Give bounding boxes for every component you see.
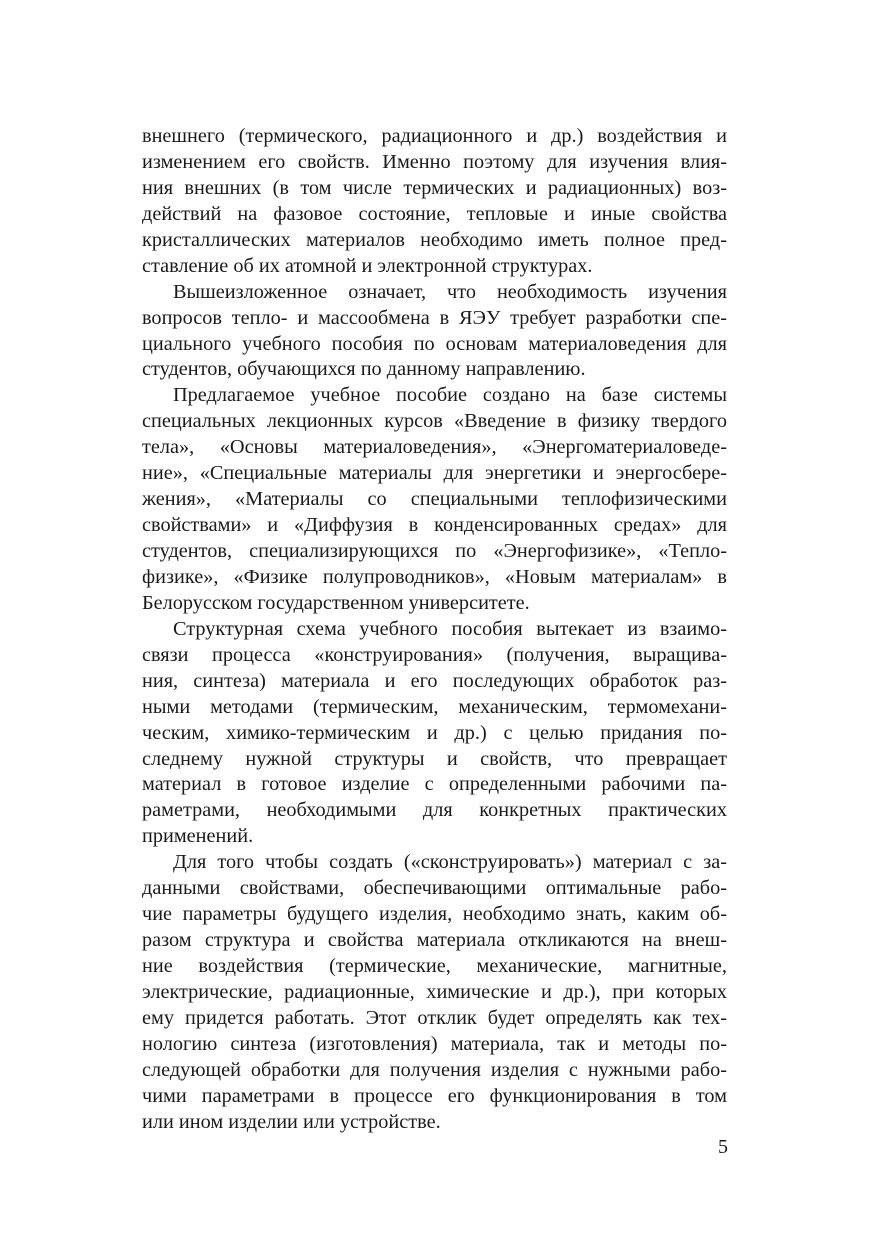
text-line: циального учебного пособия по основам материаловедения для — [142, 332, 727, 355]
text-line: ния внешних (в том числе термических и радиационных) воз- — [142, 176, 727, 199]
text-line: специальных лекционных курсов «Введение в физику твердого — [142, 410, 727, 433]
paragraph-2 — [142, 280, 727, 384]
text-line: чими параметрами в процессе его функционирования в том — [142, 1084, 727, 1107]
text-line: ставление об их атомной и электронной структурах. — [142, 254, 593, 277]
text-line: Вышеизложенное означает, что необходимость изучения — [173, 280, 727, 303]
paragraph-4 — [142, 617, 727, 850]
text-line: следующей обработки для получения изделия с нужными рабо- — [142, 1058, 727, 1081]
text-line: ние воздействия (термические, механические, магнитные, — [142, 955, 727, 977]
paragraph-1 — [142, 124, 727, 280]
text-line: нологию синтеза (изготовления) материала, так и методы по- — [142, 1032, 727, 1055]
text-line: электрические, радиационные, химические и др.), при которых — [142, 980, 727, 1003]
paragraph-5 — [142, 850, 727, 1135]
text-line: свойствами» и «Диффузия в конденсированных средах» для — [142, 514, 727, 537]
text-line: чие параметры будущего изделия, необходимо знать, каким об- — [142, 903, 727, 926]
text-line: связи процесса «конструирования» (получения, выращива- — [142, 643, 727, 666]
text-line: студентов, обучающихся по данному направлению. — [142, 358, 586, 381]
paragraph-3 — [142, 383, 727, 616]
text-line: Белорусском государственном университете. — [142, 591, 530, 614]
text-line: жения», «Материалы со специальными теплофизическими — [142, 488, 727, 511]
text-line: ния, синтеза) материала и его последующих обработок раз- — [142, 669, 727, 692]
text-line: данными свойствами, обеспечивающими оптимальные рабо- — [142, 877, 727, 900]
text-line: тела», «Основы материаловедения», «Энергоматериаловеде- — [142, 436, 727, 459]
text-line: ческим, химико-термическим и др.) с целью придания по- — [142, 721, 727, 744]
text-line: или ином изделии или устройстве. — [142, 1110, 441, 1133]
text-line: разом структура и свойства материала откликаются на внеш- — [142, 929, 727, 952]
body-text — [142, 124, 727, 1136]
text-line: кристаллических материалов необходимо иметь полное пред- — [142, 228, 727, 251]
text-line: физике», «Физике полупроводников», «Новым материалам» в — [142, 565, 727, 588]
text-line: Для того чтобы создать («сконструировать») материал с за- — [173, 851, 727, 874]
text-line: применений. — [142, 825, 254, 848]
text-line: ему придется работать. Этот отклик будет определять как тех- — [142, 1006, 727, 1029]
text-line: ными методами (термическим, механическим, термомехани- — [142, 695, 727, 718]
text-line: раметрами, необходимыми для конкретных практических — [142, 799, 727, 822]
text-line: Предлагаемое учебное пособие создано на базе системы — [173, 384, 727, 407]
text-line: ние», «Специальные материалы для энергетики и энергосбере- — [142, 462, 727, 485]
text-line: материал в готовое изделие с определенными рабочими па- — [142, 773, 727, 796]
page-number: 5 — [718, 1136, 728, 1158]
text-line: вопросов тепло- и массообмена в ЯЭУ требует разработки спе- — [142, 306, 727, 329]
text-line: следнему нужной структуры и свойств, что превращает — [142, 747, 727, 770]
text-line: действий на фазовое состояние, тепловые и иные свойства — [142, 202, 727, 225]
text-line: Структурная схема учебного пособия вытекает из взаимо- — [173, 617, 727, 640]
text-line: студентов, специализирующихся по «Энергофизике», «Тепло- — [142, 540, 727, 562]
text-line: изменением его свойств. Именно поэтому для изучения влия- — [142, 150, 727, 173]
text-line: внешнего (термического, радиационного и др.) воздействия и — [142, 125, 727, 147]
